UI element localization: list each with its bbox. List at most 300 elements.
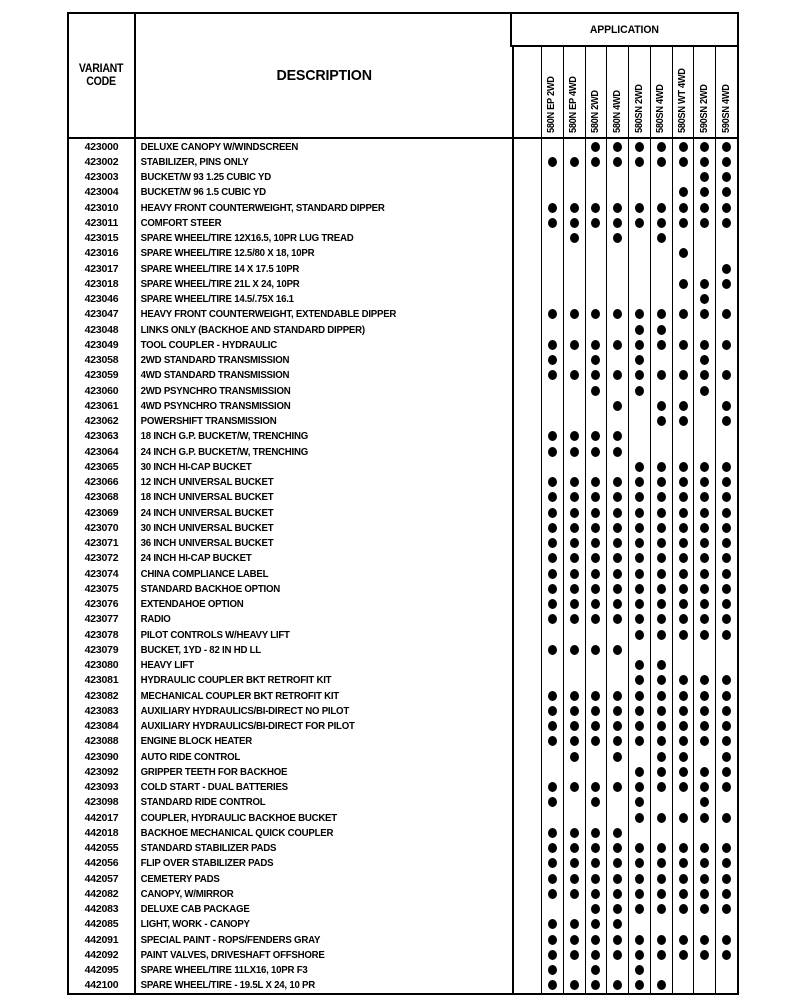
application-dot	[700, 782, 709, 792]
application-dot-cell	[542, 764, 564, 779]
application-dot-cell	[607, 810, 629, 825]
application-dot	[635, 599, 644, 609]
application-dot-cell	[694, 978, 716, 993]
application-dot-cell	[542, 795, 564, 810]
application-dot	[722, 279, 731, 289]
application-dot-cell	[673, 917, 695, 932]
application-dot-cell	[586, 276, 608, 291]
application-dot-cell	[694, 444, 716, 459]
application-dot	[679, 157, 688, 167]
application-cells	[542, 902, 737, 917]
application-dot	[613, 553, 622, 563]
application-dot-cell	[694, 963, 716, 978]
application-dot-cell	[694, 871, 716, 886]
application-dot	[657, 142, 666, 152]
application-dot	[548, 645, 557, 655]
application-dot-cell	[716, 292, 737, 307]
application-dot-cell	[673, 231, 695, 246]
table-row	[69, 307, 737, 322]
application-dot-cell	[673, 886, 695, 901]
application-dot-cell	[607, 231, 629, 246]
application-dot-cell	[716, 780, 737, 795]
table-row	[69, 642, 737, 657]
application-dot	[700, 904, 709, 914]
application-dot-cell	[629, 932, 651, 947]
application-dot-cell	[716, 673, 737, 688]
application-dot	[722, 858, 731, 868]
application-dot	[657, 508, 666, 518]
description-cell: CHINA COMPLIANCE LABEL	[136, 566, 514, 581]
table-row	[69, 292, 737, 307]
gutter-cell	[514, 780, 542, 795]
variant-code-cell: 442056	[69, 856, 136, 871]
application-dot	[657, 599, 666, 609]
application-dot-cell	[629, 246, 651, 261]
application-dot-cell	[629, 764, 651, 779]
application-dot-cell	[629, 642, 651, 657]
application-dot-cell	[629, 780, 651, 795]
variant-code-cell: 423098	[69, 795, 136, 810]
application-dot	[722, 508, 731, 518]
application-dot-cell	[716, 658, 737, 673]
table-row	[69, 520, 737, 535]
application-dot-cell	[586, 719, 608, 734]
application-dot-cell	[651, 886, 673, 901]
application-dot-cell	[586, 795, 608, 810]
application-dot	[657, 523, 666, 533]
application-dot-cell	[629, 368, 651, 383]
application-dot	[548, 157, 557, 167]
variant-code-cell: 423088	[69, 734, 136, 749]
application-dot-cell	[673, 810, 695, 825]
application-dot-cell	[629, 978, 651, 993]
application-dot	[722, 782, 731, 792]
application-dot	[657, 721, 666, 731]
description-cell: POWERSHIFT TRANSMISSION	[136, 414, 514, 429]
table-row	[69, 612, 737, 627]
description-cell: 18 INCH UNIVERSAL BUCKET	[136, 490, 514, 505]
application-dot-cell	[542, 734, 564, 749]
application-dot	[679, 782, 688, 792]
application-dot	[700, 370, 709, 380]
application-dot	[679, 523, 688, 533]
table-row	[69, 627, 737, 642]
application-dot-cell	[694, 322, 716, 337]
application-dot	[635, 386, 644, 396]
application-dot	[570, 309, 579, 319]
application-dot	[548, 706, 557, 716]
application-dot	[613, 233, 622, 243]
application-dot-cell	[673, 536, 695, 551]
application-dot	[722, 935, 731, 945]
application-dot-cell	[542, 749, 564, 764]
application-dot-cell	[586, 642, 608, 657]
table-row	[69, 795, 737, 810]
application-dot-cell	[694, 566, 716, 581]
application-dot-cell	[542, 917, 564, 932]
application-dot-cell	[694, 536, 716, 551]
application-cells	[542, 612, 737, 627]
application-dot-cell	[629, 520, 651, 535]
application-dot-cell	[694, 841, 716, 856]
table-body	[69, 139, 737, 993]
application-dot-cell	[673, 414, 695, 429]
application-cells	[542, 978, 737, 993]
gutter-cell	[514, 414, 542, 429]
table-row	[69, 810, 737, 825]
application-cells	[542, 475, 737, 490]
application-dot	[700, 386, 709, 396]
application-dot-cell	[651, 703, 673, 718]
description-cell: 4WD STANDARD TRANSMISSION	[136, 368, 514, 383]
application-dot-cell	[607, 459, 629, 474]
application-dot	[613, 340, 622, 350]
application-dot-cell	[542, 642, 564, 657]
table-row	[69, 536, 737, 551]
application-dot-cell	[694, 780, 716, 795]
application-dot-cell	[673, 673, 695, 688]
variant-code-cell: 423018	[69, 276, 136, 291]
application-dot-cell	[586, 841, 608, 856]
application-dot	[548, 858, 557, 868]
application-dot-cell	[542, 368, 564, 383]
application-dot-cell	[629, 475, 651, 490]
variant-code-cell: 423048	[69, 322, 136, 337]
application-dot-cell	[542, 581, 564, 596]
variant-code-cell: 423017	[69, 261, 136, 276]
application-dot	[591, 203, 600, 213]
application-dot-cell	[694, 383, 716, 398]
description-cell: CEMETERY PADS	[136, 871, 514, 886]
application-dot-cell	[586, 963, 608, 978]
application-dot	[613, 599, 622, 609]
application-dot	[591, 706, 600, 716]
variant-code-cell: 423072	[69, 551, 136, 566]
application-dot-cell	[629, 612, 651, 627]
variant-code-cell: 423081	[69, 673, 136, 688]
description-cell: BACKHOE MECHANICAL QUICK COUPLER	[136, 825, 514, 840]
variant-code-header	[69, 14, 136, 137]
application-dot	[722, 203, 731, 213]
application-dot-cell	[607, 185, 629, 200]
variant-code-cell: 423010	[69, 200, 136, 215]
application-dot	[700, 142, 709, 152]
application-dot	[679, 248, 688, 258]
application-dot	[635, 736, 644, 746]
application-dot-cell	[716, 246, 737, 261]
variant-code-cell: 442091	[69, 932, 136, 947]
application-dot-cell	[542, 658, 564, 673]
application-cells	[542, 444, 737, 459]
application-dot-cell	[694, 795, 716, 810]
application-dot-cell	[716, 947, 737, 962]
description-cell: STANDARD STABILIZER PADS	[136, 841, 514, 856]
application-dot	[570, 492, 579, 502]
description-cell: HEAVY FRONT COUNTERWEIGHT, EXTENDABLE DIPPER	[136, 307, 514, 322]
application-dot-cell	[564, 414, 586, 429]
application-dot-cell	[673, 642, 695, 657]
application-dot	[570, 370, 579, 380]
application-dot-cell	[694, 459, 716, 474]
table-row	[69, 337, 737, 352]
application-dot	[635, 904, 644, 914]
application-dot-cell	[586, 673, 608, 688]
table-row	[69, 170, 737, 185]
application-dot-cell	[673, 154, 695, 169]
variant-code-cell: 423015	[69, 231, 136, 246]
application-dot-cell	[607, 917, 629, 932]
application-dot-cell	[542, 597, 564, 612]
application-dot	[679, 584, 688, 594]
application-dot-cell	[607, 886, 629, 901]
application-dot-cell	[564, 231, 586, 246]
application-dot-cell	[716, 459, 737, 474]
application-cells	[542, 200, 737, 215]
table-row	[69, 444, 737, 459]
gutter-cell	[514, 612, 542, 627]
application-dot	[591, 309, 600, 319]
application-cells	[542, 947, 737, 962]
application-dot	[570, 477, 579, 487]
application-cells	[542, 551, 737, 566]
application-dot-cell	[542, 566, 564, 581]
application-dot-cell	[716, 825, 737, 840]
description-cell: STABILIZER, PINS ONLY	[136, 154, 514, 169]
application-dot-cell	[716, 170, 737, 185]
application-dot-cell	[607, 642, 629, 657]
gutter-cell	[514, 246, 542, 261]
gutter-cell	[514, 322, 542, 337]
application-dot	[722, 416, 731, 426]
application-dot-cell	[651, 398, 673, 413]
application-dot	[635, 706, 644, 716]
table-row	[69, 764, 737, 779]
application-dot	[657, 767, 666, 777]
application-dot-cell	[607, 520, 629, 535]
application-dot	[548, 584, 557, 594]
application-dot-cell	[564, 429, 586, 444]
application-dot	[548, 889, 557, 899]
application-dot	[548, 553, 557, 563]
application-dot	[657, 233, 666, 243]
application-cells	[542, 795, 737, 810]
application-dot	[548, 370, 557, 380]
application-dot	[657, 874, 666, 884]
application-dot-cell	[607, 795, 629, 810]
description-cell: DELUXE CAB PACKAGE	[136, 902, 514, 917]
application-dot-cell	[629, 597, 651, 612]
application-dot-cell	[716, 154, 737, 169]
application-dot	[591, 645, 600, 655]
application-dot-cell	[716, 490, 737, 505]
table-row	[69, 353, 737, 368]
application-dot-cell	[542, 688, 564, 703]
application-dot-cell	[542, 185, 564, 200]
gutter-cell	[514, 734, 542, 749]
application-dot	[591, 431, 600, 441]
description-cell: AUXILIARY HYDRAULICS/BI-DIRECT NO PILOT	[136, 703, 514, 718]
application-dot	[635, 797, 644, 807]
variant-code-cell: 442018	[69, 825, 136, 840]
description-cell: EXTENDAHOE OPTION	[136, 597, 514, 612]
application-dot-cell	[651, 215, 673, 230]
application-dot-cell	[651, 627, 673, 642]
application-dot	[613, 309, 622, 319]
application-dot	[548, 919, 557, 929]
application-dot	[548, 965, 557, 975]
application-dot-cell	[673, 337, 695, 352]
application-dot-cell	[716, 795, 737, 810]
description-cell: HEAVY FRONT COUNTERWEIGHT, STANDARD DIPPER	[136, 200, 514, 215]
application-dot	[635, 462, 644, 472]
application-cells	[542, 673, 737, 688]
variant-code-cell: 423065	[69, 459, 136, 474]
application-dot-cell	[673, 520, 695, 535]
application-dot	[570, 752, 579, 762]
application-dot	[591, 614, 600, 624]
application-dot-cell	[564, 947, 586, 962]
variant-code-cell: 423016	[69, 246, 136, 261]
application-dot-cell	[716, 185, 737, 200]
application-dot-cell	[694, 658, 716, 673]
application-dot-cell	[564, 703, 586, 718]
application-dot-cell	[542, 780, 564, 795]
application-dot	[635, 614, 644, 624]
application-dot-cell	[564, 459, 586, 474]
application-dot-cell	[716, 978, 737, 993]
application-dot-cell	[694, 520, 716, 535]
application-dot	[548, 203, 557, 213]
application-dot-cell	[651, 459, 673, 474]
application-dot	[679, 614, 688, 624]
application-dot-cell	[564, 658, 586, 673]
table-row	[69, 200, 737, 215]
application-dot-cell	[651, 322, 673, 337]
application-dot	[679, 630, 688, 640]
application-dot	[635, 477, 644, 487]
gutter-cell	[514, 536, 542, 551]
gutter-cell	[514, 581, 542, 596]
application-dot	[548, 218, 557, 228]
application-cells	[542, 246, 737, 261]
application-dot-cell	[651, 734, 673, 749]
application-dot-cell	[607, 658, 629, 673]
application-dot-cell	[586, 551, 608, 566]
application-dot-cell	[629, 490, 651, 505]
application-cells	[542, 261, 737, 276]
application-cells	[542, 154, 737, 169]
gutter-cell	[514, 627, 542, 642]
application-dot	[613, 142, 622, 152]
application-dot-cell	[651, 520, 673, 535]
application-dot-cell	[564, 810, 586, 825]
application-dot-cell	[716, 703, 737, 718]
application-dot-cell	[607, 505, 629, 520]
application-dot-cell	[542, 139, 564, 154]
application-dot-cell	[564, 795, 586, 810]
application-dot-cell	[694, 231, 716, 246]
application-dot	[635, 569, 644, 579]
application-dot-cell	[586, 734, 608, 749]
application-cells	[542, 597, 737, 612]
application-dot-cell	[694, 200, 716, 215]
application-dot	[570, 874, 579, 884]
application-dot-cell	[586, 932, 608, 947]
application-dot-cell	[673, 551, 695, 566]
application-dot	[613, 431, 622, 441]
application-dot-cell	[694, 627, 716, 642]
application-dot	[679, 935, 688, 945]
application-dot	[722, 599, 731, 609]
application-dot	[635, 492, 644, 502]
variant-code-cell: 423062	[69, 414, 136, 429]
application-dot-cell	[586, 520, 608, 535]
application-dot-cell	[629, 200, 651, 215]
application-dot	[700, 203, 709, 213]
application-cells	[542, 703, 737, 718]
application-dot	[635, 630, 644, 640]
application-dot-cell	[651, 719, 673, 734]
application-dot	[591, 980, 600, 990]
application-dot	[722, 630, 731, 640]
application-dot-cell	[673, 719, 695, 734]
application-dot-cell	[542, 551, 564, 566]
application-dot	[722, 874, 731, 884]
application-dot	[679, 599, 688, 609]
application-dot-cell	[673, 978, 695, 993]
variant-code-cell: 423004	[69, 185, 136, 200]
application-dot	[657, 462, 666, 472]
application-dot-cell	[716, 307, 737, 322]
application-dot	[570, 538, 579, 548]
application-dot-cell	[607, 353, 629, 368]
application-dot-cell	[651, 200, 673, 215]
application-dot-cell	[694, 170, 716, 185]
gutter-cell	[514, 566, 542, 581]
application-dot-cell	[716, 322, 737, 337]
application-dot	[700, 950, 709, 960]
application-cells	[542, 490, 737, 505]
application-dot	[548, 736, 557, 746]
application-dot-cell	[673, 139, 695, 154]
application-dot-cell	[673, 170, 695, 185]
application-dot-cell	[673, 581, 695, 596]
application-dot	[679, 309, 688, 319]
gutter-cell	[514, 276, 542, 291]
application-dot-cell	[564, 856, 586, 871]
application-dot-cell	[564, 505, 586, 520]
application-cells	[542, 764, 737, 779]
description-cell: SPARE WHEEL/TIRE 21L X 24, 10PR	[136, 276, 514, 291]
application-dot-cell	[607, 764, 629, 779]
application-dot	[679, 569, 688, 579]
application-dot	[570, 569, 579, 579]
application-dot-cell	[673, 307, 695, 322]
application-dot-cell	[716, 719, 737, 734]
application-dot	[722, 553, 731, 563]
table-row	[69, 505, 737, 520]
application-dot	[635, 782, 644, 792]
application-dot-cell	[629, 322, 651, 337]
table-row	[69, 581, 737, 596]
description-cell: COUPLER, HYDRAULIC BACKHOE BUCKET	[136, 810, 514, 825]
application-dot-cell	[564, 353, 586, 368]
application-column-label: 590SN 4WD	[720, 84, 732, 133]
application-dot	[635, 965, 644, 975]
application-dot-cell	[564, 536, 586, 551]
application-dot	[700, 508, 709, 518]
application-dot	[722, 157, 731, 167]
